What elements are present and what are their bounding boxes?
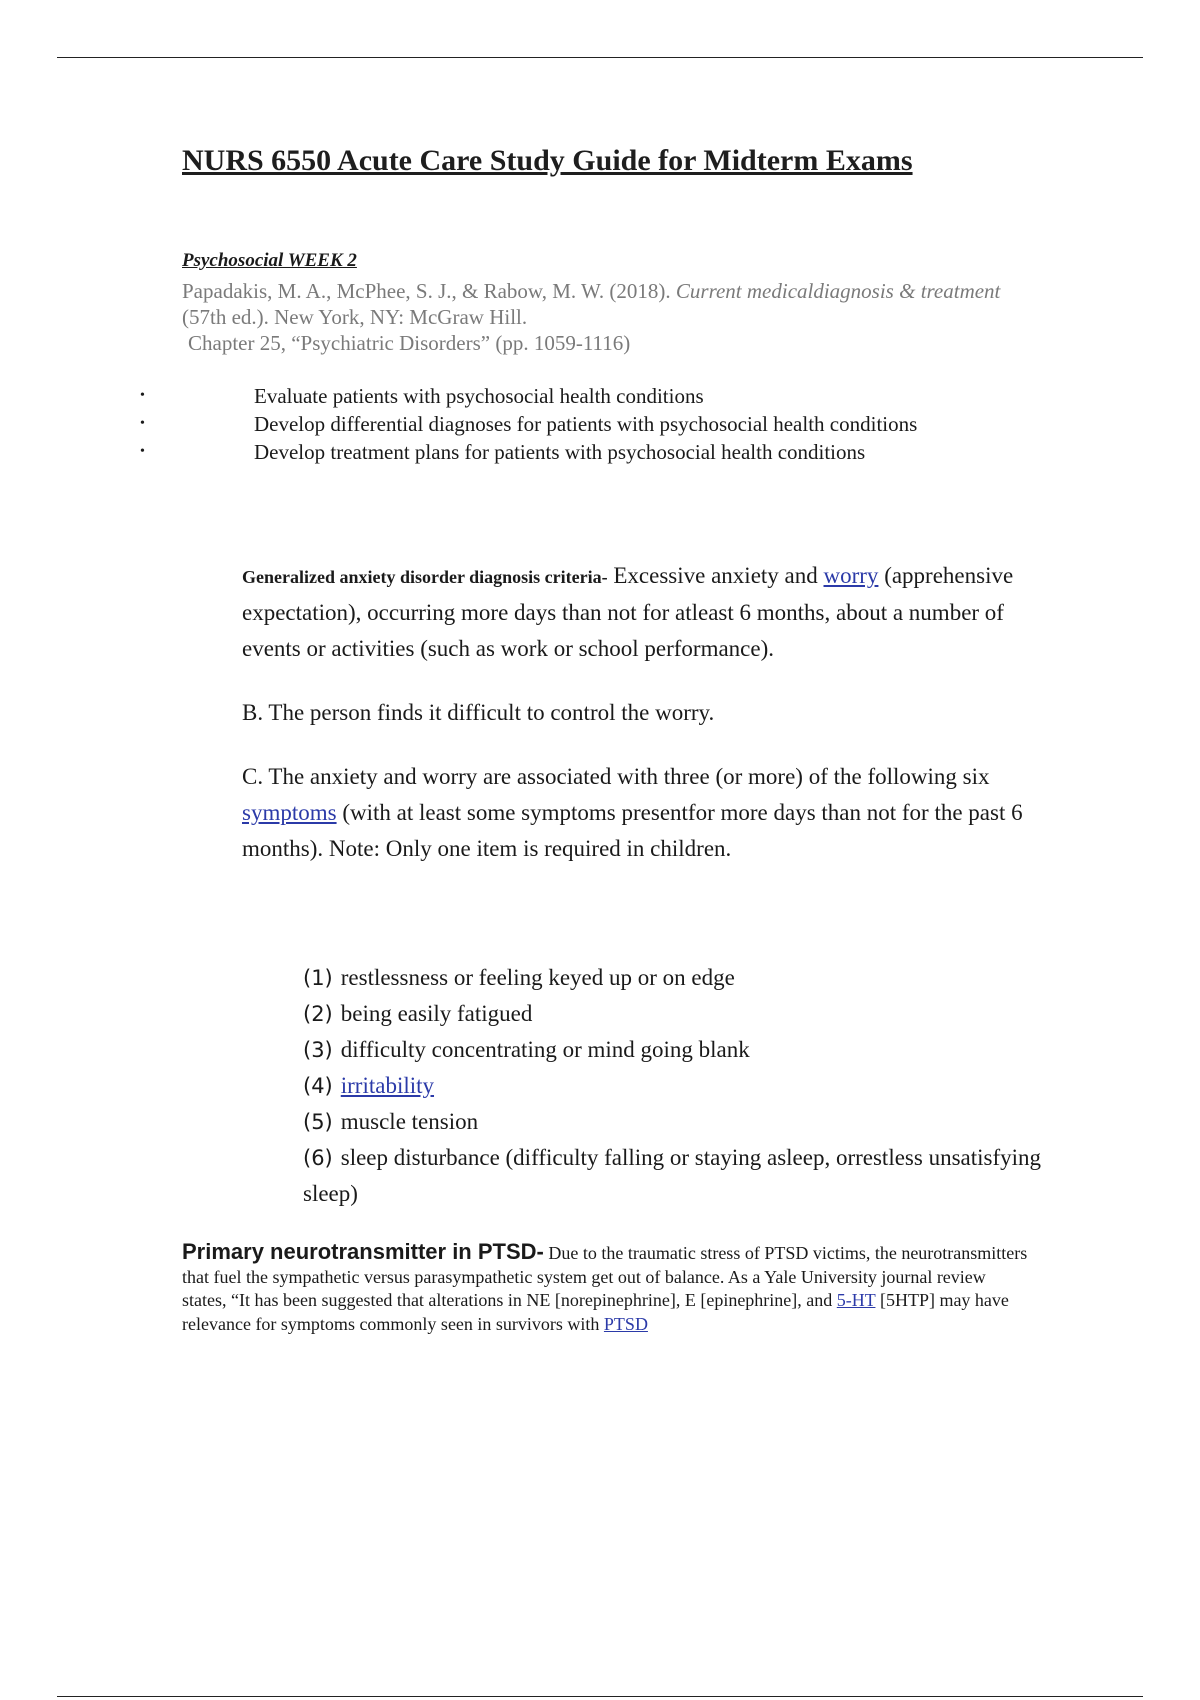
gad-a-text-2: (apprehensive expectation), occurring more days than not for atleast 6 months, about a number of events or activities (such as work or school performance). [242, 563, 1014, 661]
objective-item [140, 382, 1040, 410]
bullet-icon: • [140, 388, 145, 403]
worry-link[interactable]: worry [823, 563, 879, 588]
objective-text: Develop treatment plans for patients with psychosocial health conditions [254, 440, 866, 464]
symptom-number: (4) [303, 1074, 333, 1098]
ptsd-section [182, 1240, 1032, 1336]
gad-criterion-c [242, 759, 1042, 867]
gad-criterion-b: B. The person finds it difficult to control the worry. [242, 700, 715, 725]
5ht-link[interactable]: 5-HT [836, 1290, 876, 1310]
week-heading: Psychosocial WEEK 2 [182, 250, 357, 271]
page-title: NURS 6550 Acute Care Study Guide for Midterm Exams [182, 144, 913, 177]
symptom-number: (3) [303, 1038, 333, 1062]
reference-citation [182, 278, 1032, 330]
symptom-number: (5) [303, 1110, 333, 1134]
symptom-number: (6) [303, 1146, 333, 1170]
objective-text: Evaluate patients with psychosocial health conditions [254, 384, 704, 408]
bottom-rule [57, 1696, 1143, 1697]
ptsd-text-2: [5HTP] may have relevance for symptoms commonly seen in survivors with [182, 1290, 1009, 1334]
gad-criteria-section [242, 558, 1042, 895]
symptom-number: (2) [303, 1002, 333, 1026]
reference-edition: (57th ed.). New York, NY: McGraw Hill. [182, 305, 528, 329]
top-rule [57, 57, 1143, 58]
gad-c-text-1: C. The anxiety and worry are associated with three (or more) of the following six [242, 764, 990, 789]
gad-label: Generalized anxiety disorder diagnosis criteria- [242, 567, 608, 587]
symptom-item [303, 1032, 1043, 1068]
reference-authors: Papadakis, M. A., McPhee, S. J., & Rabow, M. W. (2018). [182, 279, 671, 303]
objective-item [140, 410, 1040, 438]
reference-book-title: Current medicaldiagnosis & treatment [675, 279, 1001, 303]
symptom-list [303, 960, 1043, 1212]
symptom-item [303, 1068, 1043, 1104]
objective-text: Develop differential diagnoses for patients with psychosocial health conditions [254, 412, 918, 436]
ptsd-label: Primary neurotransmitter in PTSD- [182, 1239, 544, 1264]
gad-a-text-1: Excessive anxiety and [607, 563, 824, 588]
bullet-icon: • [140, 416, 145, 431]
symptom-text: restlessness or feeling keyed up or on edge [340, 965, 735, 990]
irritability-link[interactable]: irritability [340, 1073, 435, 1098]
symptoms-link[interactable]: symptoms [242, 800, 337, 825]
symptom-text: being easily fatigued [340, 1001, 533, 1026]
symptom-text: sleep disturbance (difficulty falling or staying asleep, orrestless unsatisfying sleep) [303, 1145, 1042, 1206]
gad-criterion-a [242, 558, 1042, 667]
symptom-number: (1) [303, 966, 333, 990]
bullet-icon: • [140, 444, 145, 459]
ptsd-link[interactable]: PTSD [603, 1313, 648, 1334]
objectives-list [140, 382, 1040, 466]
symptom-item [303, 1140, 1043, 1212]
objective-item [140, 438, 1040, 466]
symptom-item [303, 996, 1043, 1032]
symptom-text: difficulty concentrating or mind going blank [340, 1037, 750, 1062]
gad-c-text-2: (with at least some symptoms presentfor more days than not for the past 6 months). Note: Only one item is required in children. [242, 800, 1023, 861]
ptsd-text-1: Due to the traumatic stress of PTSD victims, the neurotransmitters that fuel the sympathetic versus parasympathetic system get out of balance. As a Yale University journal review states, “It has been suggested that alterations in NE [norepinephrine], E [epinephrine], and [182, 1243, 1028, 1310]
symptom-item [303, 1104, 1043, 1140]
symptom-text: muscle tension [340, 1109, 479, 1134]
symptom-item [303, 960, 1043, 996]
reference-chapter: Chapter 25, “Psychiatric Disorders” (pp. 1059-1116) [188, 331, 631, 355]
